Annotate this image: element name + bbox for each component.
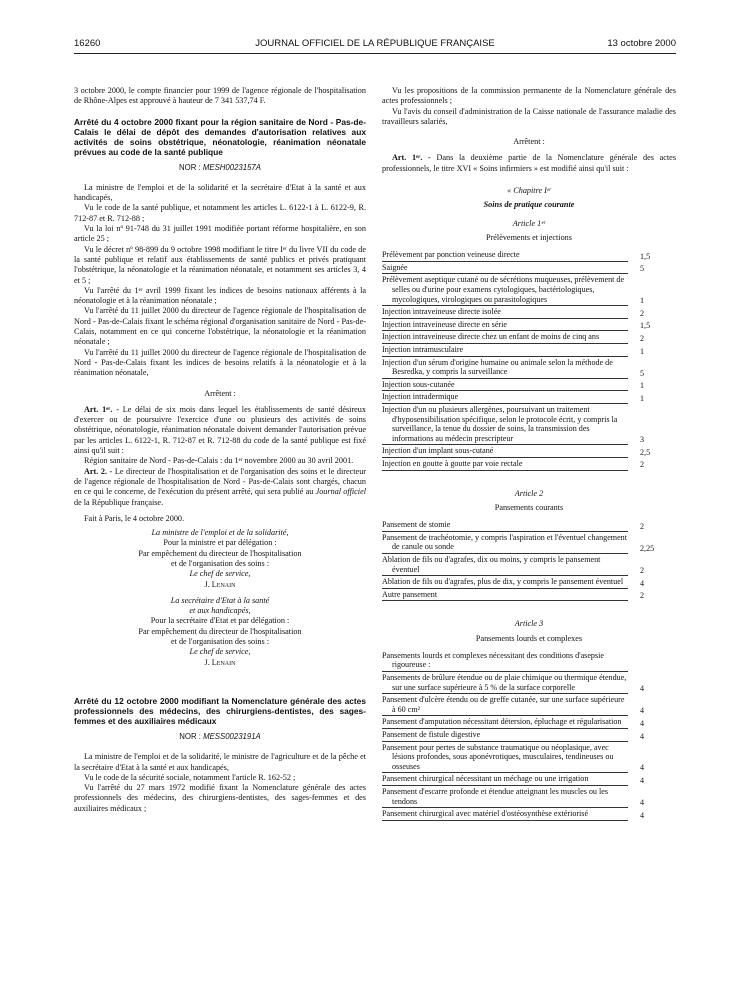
region-paragraph: Région sanitaire de Nord - Pas-de-Calais : du 1ᵉʳ novembre 2000 au 30 avril 2001.: [84, 456, 354, 466]
table-row: [382, 694, 676, 716]
act-coefficient: 2: [640, 591, 645, 601]
nor-label: NOR :: [179, 162, 201, 172]
arrete2-nor: [74, 732, 366, 742]
article2-table: [382, 519, 676, 601]
fait-a-paris: Fait à Paris, le 4 octobre 2000.: [84, 513, 185, 523]
act-label: Pansements lourds et complexes nécessitant des conditions d'asepsie rigoureuse :: [382, 650, 604, 670]
table-row: [382, 331, 676, 344]
signature-line: La secrétaire d'Etat à la santé: [170, 595, 270, 605]
act-label: Prélèvement aseptique cutané ou de sécrétions muqueuses, prélèvement de selles ou d'urine pour examens cytologiques, bactériologiques, mycologiques, virologiques ou parasitologiques: [382, 275, 625, 304]
article-text: Le directeur de l'hospitalisation et de l'organisation des soins et le directeur de l'agence régionale de l'hospitalisation de Nord - Pas-de-Calais sont chargés, chacun en ce qui le concerne, de l'exécution du présent arrêté, qui sera publié au: [74, 466, 367, 497]
arrete2-title: Arrêté du 12 octobre 2000 modifiant la Nomenclature générale des actes professionnels des médecins, des chirurgiens-dentistes, des sages-femmes et des auxiliaires médicaux: [74, 695, 366, 726]
article-text: de la République française.: [74, 497, 164, 507]
chapter-heading: « Chapitre Iᵉʳ: [507, 186, 551, 196]
signature-line: Pour la secrétaire d'Etat et par délégation :: [150, 616, 290, 626]
act-label: Injection d'un sérum d'origine humaine ou animale selon la méthode de Besredka, y compris la surveillance: [382, 357, 613, 377]
table-row: [382, 716, 676, 729]
act-label: Pansement de trachéotomie, y compris l'aspiration et l'éventuel changement de canule ou sonde: [382, 532, 627, 552]
article3-subheading: Pansements lourds et complexes: [475, 633, 583, 643]
act-coefficient: 1,5: [640, 251, 651, 261]
act-label: Prélèvement par ponction veineuse directe: [382, 250, 520, 260]
act-coefficient: 1: [640, 296, 645, 306]
table-row: [382, 531, 676, 553]
act-coefficient: 4: [640, 731, 645, 741]
table-row: [382, 773, 676, 786]
act-coefficient: 1: [640, 381, 645, 391]
arrete1-nor: [74, 163, 366, 173]
table-row: [382, 261, 676, 274]
act-coefficient: 2: [640, 566, 645, 576]
right-column: [382, 86, 676, 821]
arrete1-para: Vu l'arrêté du 1ᵉʳ avril 1999 fixant les indices de besoins nationaux afférents à la néonatologie et à la réanimation néonatale ;: [74, 285, 366, 306]
arrete1-para: Vu l'arrêté du 11 juillet 2000 du directeur de l'agence régionale de l'hospitalisation de Nord - Pas-de-Calais fixant les indices de besoins relatifs à la néonatologie et à la réanimation néonatale,: [74, 347, 366, 378]
act-coefficient: 4: [640, 775, 645, 785]
nor-code: MESS0023191A: [203, 731, 261, 741]
act-coefficient: 2,5: [640, 447, 651, 457]
act-label: Saignée: [382, 262, 408, 272]
article-1: [382, 153, 676, 174]
table-row: [382, 306, 676, 319]
act-coefficient: 4: [640, 763, 645, 773]
signature-block-1: [74, 528, 366, 590]
act-label: Ablation de fils ou d'agrafes, plus de dix, y compris le pansement éventuel: [382, 577, 624, 587]
article-text: Dans la deuxième partie de la Nomenclature générale des actes professionnels, le titre XVI « Soins infirmiers » est modifié ainsi qu'il suit :: [382, 153, 677, 173]
act-label: Injection sous-cutanée: [382, 379, 455, 389]
article-label: Art. 1ᵉʳ. -: [392, 153, 431, 163]
act-coefficient: 2: [640, 308, 645, 318]
table-row: [382, 445, 676, 458]
act-label: Pansement chirurgical nécessitant un méchage ou une irrigation: [382, 774, 589, 784]
table-row: [382, 318, 676, 331]
table-row: [382, 378, 676, 391]
arrete1-para: Vu la loi nº 91-748 du 31 juillet 1991 modifiée portant réforme hospitalière, en son article 25 ;: [74, 224, 366, 244]
signature-line: La ministre de l'emploi et de la solidarité,: [151, 528, 289, 538]
page-header: [74, 38, 676, 52]
act-coefficient: 4: [640, 718, 645, 728]
left-column: [74, 86, 366, 814]
article-label: Art. 2. -: [84, 466, 113, 476]
act-label: Pansement chirurgical avec matériel d'ostéosynthèse extériorisé: [382, 809, 589, 819]
arrete2-para: Vu le code de la sécurité sociale, notamment l'article R. 162-52 ;: [84, 772, 296, 782]
table-row: [382, 786, 676, 808]
signature-name: J. Lenain: [204, 579, 236, 589]
arrete1-para: Vu le code de la santé publique, et notamment les articles L. 6122-1 à L. 6122-9, R. 712-87 et R. 712-88 ;: [74, 203, 366, 223]
act-label: Pansements de brûlure étendue ou de plaie chimique ou thermique étendue, sur une surface supérieure à 5 % de la surface corporelle: [382, 673, 627, 692]
act-coefficient: 4: [640, 706, 645, 716]
act-coefficient: 3: [640, 435, 645, 445]
act-label: Injection intraveineuse directe en série: [382, 319, 507, 329]
act-label: Pansement pour pertes de substance traumatique ou néoplasique, avec lésions profondes, sous aponévrotiques, musculaires, tendineuses ou osseuses: [382, 742, 614, 771]
act-coefficient: 4: [640, 578, 645, 588]
article3-table: [382, 650, 676, 821]
signature-line: Par empêchement du directeur de l'hospitalisation: [138, 626, 302, 636]
table-row: [382, 274, 676, 306]
act-label: Autre pansement: [382, 589, 438, 599]
act-label: Injection intradermique: [382, 392, 459, 402]
signature-name: J. Lenain: [204, 657, 236, 667]
arrete1-para: Vu le décret nº 98-899 du 9 octobre 1998 modifiant le titre Iᵉʳ du livre VII du code de la santé publique et relatif aux établissements de santé publics et privés pratiquant l'obstétrique, la néonatologie et la réanimation néonatale, et notamment ses articles 3, 4 et 5 ;: [74, 244, 366, 285]
journal-title: JOURNAL OFFICIEL DE LA RÉPUBLIQUE FRANÇAISE: [255, 38, 495, 49]
act-label: Ablation de fils ou d'agrafes, dix ou moins, y compris le pansement éventuel: [382, 554, 601, 574]
table-row: [382, 457, 676, 470]
article3-heading: Article 3: [514, 619, 544, 629]
act-coefficient: 5: [640, 264, 645, 274]
signature-block-2: [74, 596, 366, 668]
table-row: [382, 672, 676, 694]
act-coefficient: 4: [640, 684, 645, 694]
act-label: Pansement de stomie: [382, 520, 451, 530]
table-row: [382, 576, 676, 589]
act-coefficient: 5: [640, 368, 645, 378]
signature-line: Pour la ministre et par délégation :: [163, 538, 277, 548]
signature-line: et aux handicapés,: [189, 606, 251, 616]
table-row: [382, 344, 676, 357]
table-row: [382, 553, 676, 575]
intro-paragraph: 3 octobre 2000, le compte financier pour 1999 de l'agence régionale de l'hospitalisation de Rhône-Alpes est approuvé à hauteur de 7 341 537,74 F.: [74, 86, 366, 106]
article1-table: [382, 249, 676, 470]
arrete2-para: La ministre de l'emploi et de la solidarité, le ministre de l'agriculture et de la pêche et la secrétaire d'Etat à la santé et aux handicapés,: [74, 752, 366, 772]
act-label: Injection intraveineuse directe isolée: [382, 307, 501, 317]
act-coefficient: 2: [640, 521, 645, 531]
act-coefficient: 1,5: [640, 321, 651, 331]
table-row: [382, 403, 676, 444]
table-row: [382, 729, 676, 742]
act-coefficient: 2: [640, 333, 645, 343]
soins-heading: Soins de pratique courante: [483, 200, 575, 210]
signature-line: et de l'organisation des soins :: [171, 558, 269, 568]
nor-label: NOR :: [179, 731, 201, 741]
act-coefficient: [628, 650, 676, 672]
table-row: [382, 650, 676, 672]
arrete1-title: Arrêté du 4 octobre 2000 fixant pour la région sanitaire de Nord - Pas-de-Calais le délai de dépôt des demandes d'autorisation relatives aux activités de soins obstétrique, néonatologie, réanimation néonatale prévues au code de la santé publique: [74, 116, 366, 157]
signature-line: Le chef de service,: [189, 569, 251, 579]
act-label: Injection d'un ou plusieurs allergènes, poursuivant un traitement d'hyposensibilisation spécifique, selon le protocole écrit, y compris la surveillance, la tenue du dossier de soins, la transmission des informations au médecin prescripteur: [382, 404, 618, 443]
act-coefficient: 2,25: [640, 543, 655, 553]
act-label: Pansement d'escarre profonde et étendue atteignant les muscles ou les tendons: [382, 787, 608, 806]
table-row: [382, 391, 676, 404]
article2-heading: Article 2: [514, 488, 544, 498]
act-coefficient: 4: [640, 798, 645, 808]
act-label: Injection d'un implant sous-cutané: [382, 446, 494, 456]
journal-officiel-ref: Journal officiel: [315, 487, 366, 497]
arrete1-para: Vu l'arrêté du 11 juillet 2000 du directeur de l'agence régionale de l'hospitalisation de Nord - Pas-de-Calais fixant le schéma régional d'organisation sanitaire de Nord - Pas-de-Calais, notamment en ce qui concerne l'obstétrique, la néonatologie et la réanimation néonatale ;: [74, 306, 366, 347]
article-label: Art. 1ᵉʳ. -: [84, 404, 119, 414]
table-row: [382, 356, 676, 378]
table-row: [382, 519, 676, 531]
act-coefficient: 4: [640, 810, 645, 820]
right-para: Vu les propositions de la commission permanente de la Nomenclature générale des actes professionnels ;: [382, 86, 676, 106]
article-2: [74, 467, 366, 508]
right-para: Vu l'avis du conseil d'administration de la Caisse nationale de l'assurance maladie des travailleurs salariés,: [382, 106, 676, 126]
page-number: 16260: [74, 38, 101, 49]
article-1: [74, 405, 366, 456]
act-label: Injection en goutte à goutte par voie rectale: [382, 458, 523, 468]
arrete2-para: Vu l'arrêté du 27 mars 1972 modifié fixant la Nomenclature générale des actes professionnels des médecins, des chirurgiens-dentistes, des sages-femmes et des auxiliaires médicaux ;: [74, 783, 366, 813]
act-label: Pansement d'ulcère étendu ou de greffe cutanée, sur une surface supérieure à 60 cm²: [382, 695, 625, 714]
header-rule: [74, 53, 676, 54]
nor-code: MESH0023157A: [202, 162, 261, 172]
article1-subheading: Prélèvements et injections: [486, 232, 572, 242]
signature-line: Par empêchement du directeur de l'hospitalisation: [138, 548, 302, 558]
table-row: [382, 588, 676, 601]
issue-date: 13 octobre 2000: [607, 38, 676, 49]
table-row: [382, 249, 676, 261]
act-coefficient: 1: [640, 393, 645, 403]
table-row: [382, 808, 676, 821]
article2-subheading: Pansements courants: [494, 502, 564, 512]
act-label: Injection intraveineuse directe chez un enfant de moins de cinq ans: [382, 332, 600, 342]
arretent-heading: Arrêtent :: [204, 388, 236, 398]
arretent-heading: Arrêtent :: [513, 137, 545, 147]
article1-heading: Article 1ᵉʳ: [512, 218, 546, 228]
arrete1-para: La ministre de l'emploi et de la solidarité et la secrétaire d'Etat à la santé et aux handicapés,: [74, 182, 366, 203]
signature-line: et de l'organisation des soins :: [171, 637, 269, 647]
table-row: [382, 741, 676, 773]
act-coefficient: 2: [640, 460, 645, 470]
act-label: Injection intramusculaire: [382, 345, 464, 355]
signature-line: Le chef de service,: [189, 647, 251, 657]
article-text: Le délai de six mois dans lequel les établissements de santé désireux d'exercer ou de poursuivre l'exercice d'une ou plusieurs des activités de soins obstétrique, néonatologie, réanimation néonatale doivent demander l'autorisation prévue par les articles L. 6122-1, R. 712-87 et R. 712-88 du code de la santé publique est fixé ainsi qu'il suit :: [74, 404, 366, 456]
act-label: Pansement d'amputation nécessitant détersion, épluchage et régularisation: [382, 717, 622, 727]
act-label: Pansement de fistule digestive: [382, 730, 481, 740]
act-coefficient: 1: [640, 346, 645, 356]
